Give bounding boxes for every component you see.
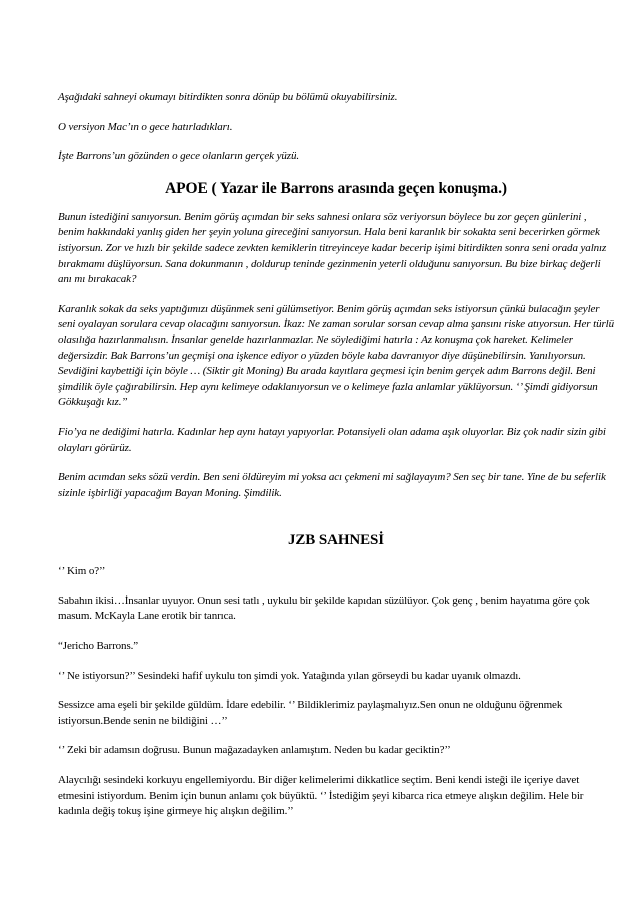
apoe-paragraph-1: Bunun istediğini sanıyorsun. Benim görüş açımdan bir seks sahnesi onlara söz veriyorsun böylece bu zor geçen günlerini , benim hakkındaki yanlış giden her şeyin yoluna gireceğini sanıyorsun. Hala beni karanlık bir sokakta seni becerirken görmek istiyorsun. Zor ve hızlı bir şekilde sadece zevkten kemiklerin titreyinceye kadar becerip işimi bitirdikten sonra seni orada yalnız bırakmamı düşlüyorsun. Sana dokunmanın , doldurup teninde gezinmenin yeterli olduğunu sanıyorsun. Bu bize birkaç değerli anı mı bırakacak?: [58, 210, 607, 286]
apoe-paragraph-2: Karanlık sokak da seks yaptığımızı düşünmek seni gülümsetiyor. Benim görüş açımdan seks istiyorsun çünkü bulacağın şeyler seni oyalayan sorulara cevap olacağını sanıyorsun. İkaz: Ne zaman sorular sorsan cevap alma şansını riske atıyorsun. Her türlü olasılığa hazırlanmalısın. İnsanlar genelde hazırlanmazlar. Ne söylediğimi hatırla : Az konuşma çok hareket. Kelimeler değersizdir. Bak Barrons’un geçmişi ona işkence ediyor o yüzden böyle kaba davranıyor diye düşünebilirsin. Yanılıyorsun. Sevdiğini kaybettiği için böyle … (Siktir git Moning) Bu arada kayıtlara geçmesi için benim gerçek adım Barrons değil. Beni şimdilik öyle çağırabilirsin. Hep aynı kelimeye odaklanıyorsun ve o kelimeye fazla anlamlar yüklüyorsun. ‘’ Şimdi gidiyorsun Gökkuşağı kız.’’: [58, 302, 615, 409]
intro-line-2: O versiyon Mac’ın o gece hatırladıkları.: [58, 120, 233, 133]
intro-line-3: İşte Barrons’un gözünden o gece olanların gerçek yüzü.: [58, 150, 300, 163]
section-heading-apoe: APOE ( Yazar ile Barrons arasında geçen konuşma.): [165, 179, 507, 197]
jzb-paragraph-1: ‘’ Kim o?’’: [58, 565, 106, 578]
apoe-paragraph-3: Fio’ya ne dediğimi hatırla. Kadınlar hep aynı hatayı yapıyorlar. Potansiyeli olan adama aşık oluyorlar. Biz çok nadir sizin gibi olayları görürüz.: [58, 425, 606, 454]
jzb-paragraph-3: “Jericho Barrons.”: [58, 640, 139, 653]
intro-line-1: Aşağıdaki sahneyi okumayı bitirdikten sonra dönüp bu bölümü okuyabilirsiniz.: [58, 91, 398, 103]
apoe-paragraph-4: Benim acımdan seks sözü verdin. Ben seni öldüreyim mi yoksa acı çekmeni mi sağlayayım? Sen seç bir tane. Yine de bu seferlik sizinle işbirliği yapacağım Bayan Moning. Şimdilik.: [58, 471, 606, 499]
jzb-paragraph-4: ‘’ Ne istiyorsun?’’ Sesindeki hafif uykulu ton şimdi yok. Yatağında yılan görseydi bu kadar uyanık olmazdı.: [58, 669, 521, 682]
jzb-paragraph-7: Alaycılığı sesindeki korkuyu engellemiyordu. Bir diğer kelimelerimi dikkatlice seçtim. Beni kendi isteği ile içeriye davet etmesini istiyordum. Benim için bunun anlamı çok büyüktü. ‘’ İstediğim şeyi kibarca rica etmeye alışkın değilim. Hele bir kadınla değiş tokuş işine girmeye hiç alışkın değilim.’’: [58, 774, 584, 818]
jzb-paragraph-2: Sabahın ikisi…İnsanlar uyuyor. Onun sesi tatlı , uykulu bir şekilde kapıdan süzülüyor. Çok genç , benim hayatıma göre çok masum. McKayla Lane erotik bir tanrıca.: [58, 594, 590, 623]
jzb-paragraph-5: Sessizce ama eşeli bir şekilde güldüm. İdare edebilir. ‘’ Bildiklerimiz paylaşmalıyız.Sen onun ne olduğunu öğrenmek istiyorsun.Bende senin ne bildiğini …’’: [58, 699, 563, 727]
jzb-paragraph-6: ‘’ Zeki bir adamsın doğrusu. Bunun mağazadayken anlamıştım. Neden bu kadar geciktin?’’: [58, 744, 451, 757]
section-heading-jzb: JZB SAHNESİ: [287, 532, 385, 549]
